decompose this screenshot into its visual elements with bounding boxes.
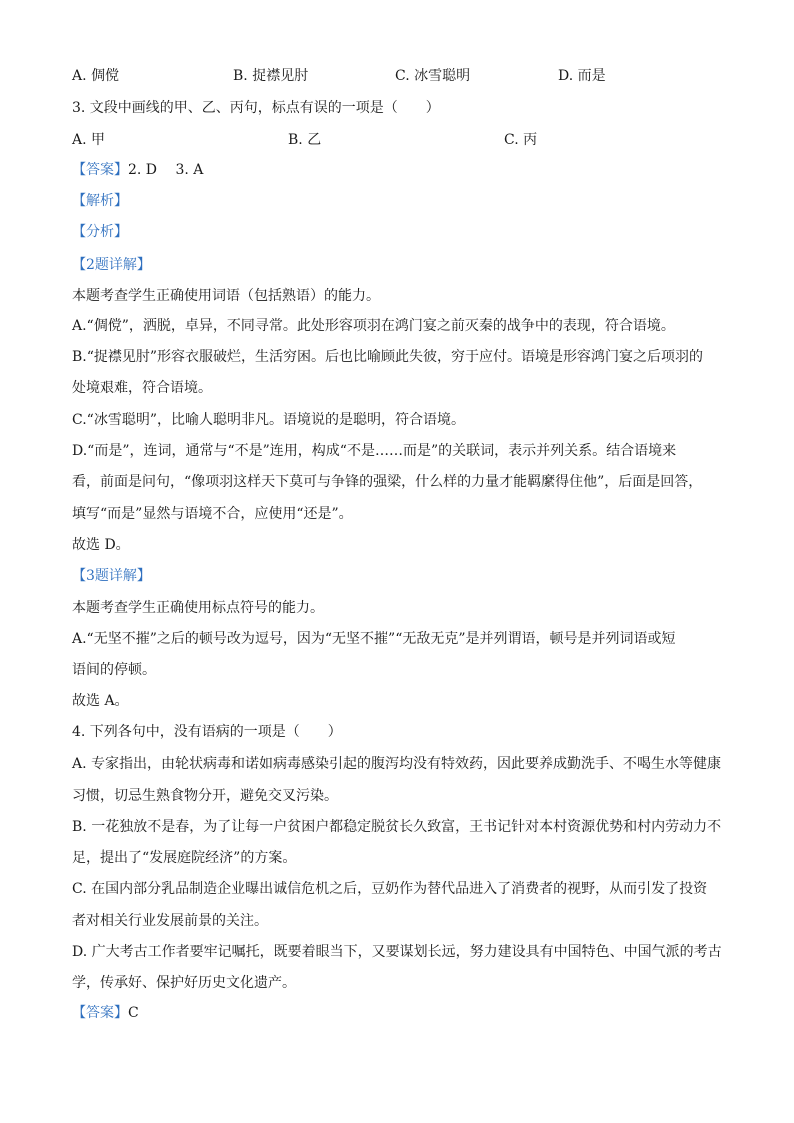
q4-line: B. 一花独放不是春，为了让每一户贫困户都稳定脱贫长久致富，王书记针对本村资源优势和村内劳动力不 <box>72 819 722 835</box>
q4-line: 学，传承好、保护好历史文化遗产。 <box>72 975 296 991</box>
q2-detail-line: 本题考查学生正确使用词语（包括熟语）的能力。 <box>72 288 380 304</box>
q2-option-b: B. 捉襟见肘 <box>233 68 309 84</box>
q2-detail-line: 填写“而是”显然与语境不合，应使用“还是”。 <box>72 506 353 522</box>
q2-detail-line: 看，前面是问句，“像项羽这样天下莫可与争锋的强梁，什么样的力量才能羁縻得住他”，后面是回答， <box>72 474 703 490</box>
q2-detail-line: 故选 D。 <box>72 537 130 553</box>
answer-text: C <box>128 1005 139 1021</box>
q2-option-d: D. 而是 <box>558 68 606 84</box>
q3-option-a: A. 甲 <box>72 132 106 148</box>
answer-line-1 <box>72 160 722 180</box>
q3-detail-line: A.“无坚不摧”之后的顿号改为逗号，因为“无坚不摧”“无敌无克”是并列谓语，顿号是并列词语或短 <box>72 631 676 647</box>
q2-option-a: A. 倜傥 <box>72 68 120 84</box>
q2-option-c: C. 冰雪聪明 <box>395 68 471 84</box>
q3-stem: 3. 文段中画线的甲、乙、丙句，标点有误的一项是（ ） <box>72 100 440 116</box>
analysis-tag: 【解析】 <box>72 193 128 209</box>
answer-text: 2. D 3. A <box>128 162 204 178</box>
q3-detail-line: 故选 A。 <box>72 693 129 709</box>
answer-line-2 <box>72 1003 722 1023</box>
q2-detail-line: 处境艰难，符合语境。 <box>72 380 212 396</box>
answer-tag: 【答案】 <box>72 1005 128 1021</box>
q2-detail-line: D.“而是”，连词，通常与“不是”连用，构成“不是……而是”的关联词，表示并列关系。结合语境来 <box>72 443 677 459</box>
q4-line: D. 广大考古工作者要牢记嘱托，既要着眼当下，又要谋划长远，努力建设具有中国特色、中国气派的考古 <box>72 944 722 960</box>
q2-detail-line: A.“倜傥”，洒脱，卓异，不同寻常。此处形容项羽在鸿门宴之前灭秦的战争中的表现，符合语境。 <box>72 318 675 334</box>
q3-option-b: B. 乙 <box>288 132 322 148</box>
q4-stem: 4. 下列各句中，没有语病的一项是（ ） <box>72 724 342 740</box>
q4-line: 足，提出了“发展庭院经济”的方案。 <box>72 850 297 866</box>
q4-line: 者对相关行业发展前景的关注。 <box>72 913 268 929</box>
q3-option-c: C. 丙 <box>504 132 538 148</box>
q3-detail-line: 本题考查学生正确使用标点符号的能力。 <box>72 600 324 616</box>
q2-detail-line: C.“冰雪聪明”，比喻人聪明非凡。语境说的是聪明，符合语境。 <box>72 412 465 428</box>
answer-tag: 【答案】 <box>72 162 128 178</box>
fenxi-tag: 【分析】 <box>72 224 128 240</box>
q3-detail-line: 语间的停顿。 <box>72 662 156 678</box>
q4-line: A. 专家指出，由轮状病毒和诺如病毒感染引起的腹泻均没有特效药，因此要养成勤洗手、不喝生水等健康 <box>72 756 722 772</box>
q4-line: C. 在国内部分乳品制造企业曝出诚信危机之后，豆奶作为替代品进入了消费者的视野，从而引发了投资 <box>72 881 708 897</box>
q4-line: 习惯，切忌生熟食物分开，避免交叉污染。 <box>72 788 338 804</box>
q2-detail-tag: 【2题详解】 <box>72 257 151 273</box>
q3-detail-tag: 【3题详解】 <box>72 568 151 584</box>
q2-detail-line: B.“捉襟见肘”形容衣服破烂，生活穷困。后也比喻顾此失彼，穷于应付。语境是形容鸿门宴之后项羽的 <box>72 349 704 365</box>
